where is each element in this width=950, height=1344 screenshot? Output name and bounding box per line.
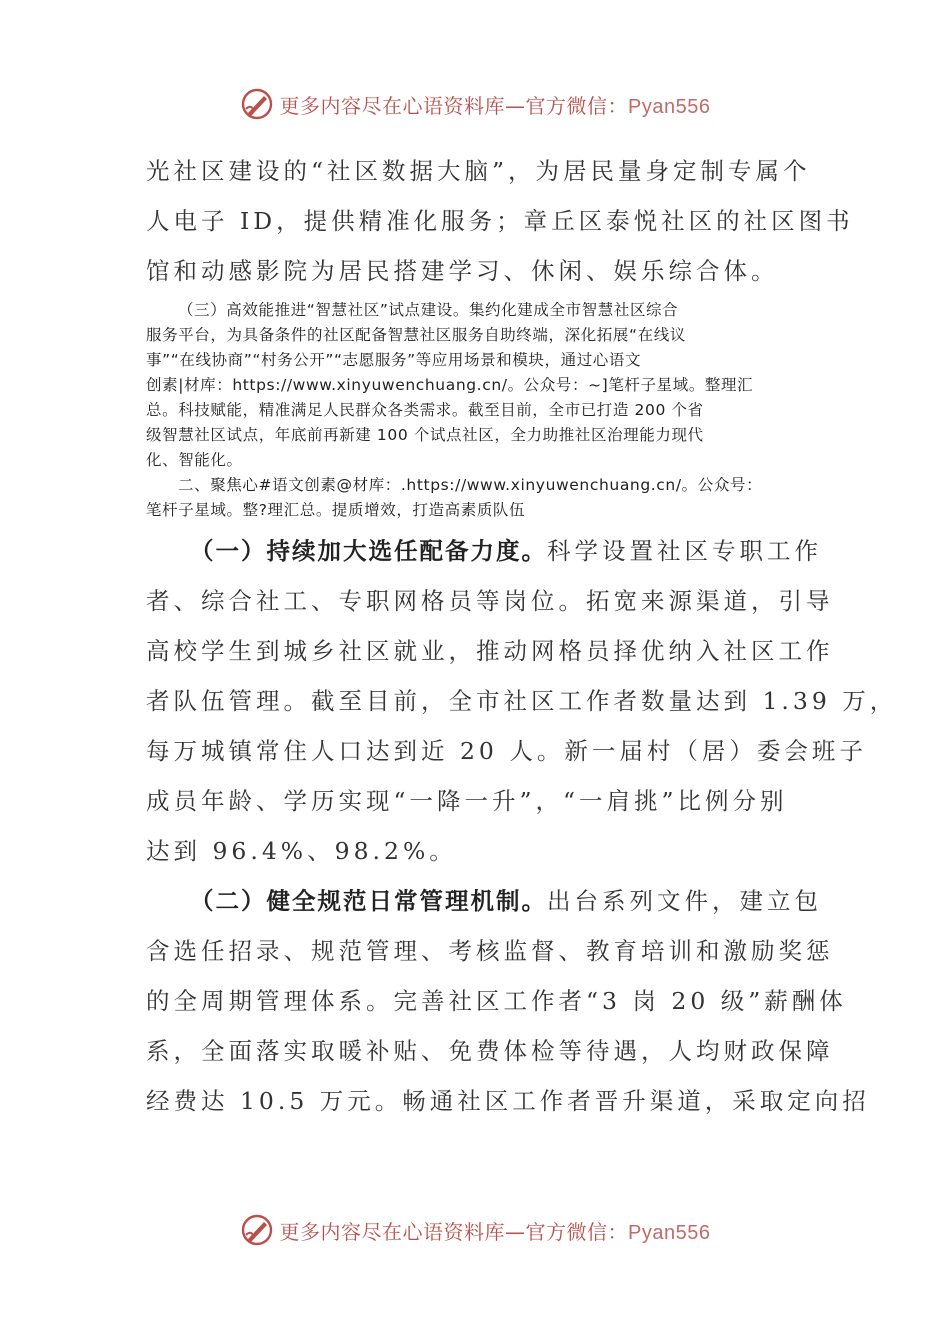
subsection-heading: （一）持续加大选任配备力度。 bbox=[190, 537, 547, 565]
watermark-site: 更多内容尽在心语资料库 bbox=[279, 93, 506, 118]
subsection-heading: （二）健全规范日常管理机制。 bbox=[190, 887, 547, 915]
watermark-site: 更多内容尽在心语资料库 bbox=[279, 1219, 506, 1244]
watermark-banner-top bbox=[0, 84, 950, 124]
watermark-wechat-label: 官方微信： bbox=[525, 1219, 629, 1244]
watermark-banner-bottom bbox=[0, 1210, 950, 1250]
pen-logo-icon bbox=[240, 87, 274, 121]
inserted-paragraph-line: 服务平台，为具备条件的社区配备智慧社区服务自助终端，深化拓展“在线议 bbox=[146, 326, 686, 344]
inserted-paragraph-line: 总。科技赋能，精准满足人民群众各类需求。截至目前，全市已打造 200 个省 bbox=[146, 401, 704, 419]
body-line: 含选任招录、规范管理、考核监督、教育培训和激励奖惩 bbox=[146, 937, 834, 965]
inserted-paragraph-line: 创素|材库：https://www.xinyuwenchuang.cn/。公众号：~]笔杆子星域。整理汇 bbox=[146, 376, 754, 394]
body-text: 科学设置社区专职工作 bbox=[547, 537, 822, 565]
inserted-paragraph-line: （三）高效能推进“智慧社区”试点建设。集约化建成全市智慧社区综合 bbox=[178, 301, 679, 319]
body-line: 系，全面落实取暖补贴、免费体检等待遇，人均财政保障 bbox=[146, 1037, 834, 1065]
watermark-wechat-label: 官方微信： bbox=[525, 93, 629, 118]
body-line: 达到 96.4%、98.2%。 bbox=[146, 837, 457, 865]
section-heading-line: 二、聚焦心#语文创素@材库：.https://www.xinyuwenchuang.cn/。公众号： bbox=[178, 476, 763, 494]
watermark-text bbox=[280, 90, 711, 119]
body-line: 馆和动感影院为居民搭建学习、休闲、娱乐综合体。 bbox=[146, 257, 779, 285]
section-heading-line: 笔杆子星域。整?理汇总。提质增效，打造高素质队伍 bbox=[146, 501, 526, 519]
body-line: 经费达 10.5 万元。畅通社区工作者晋升渠道，采取定向招 bbox=[146, 1087, 870, 1115]
inserted-paragraph-line: 化、智能化。 bbox=[146, 451, 243, 469]
watermark-dash: — bbox=[505, 1219, 526, 1244]
body-text: 出台系列文件，建立包 bbox=[547, 887, 822, 915]
body-line: 成员年龄、学历实现“一降一升”，“一肩挑”比例分别 bbox=[146, 787, 788, 815]
watermark-dash: — bbox=[505, 93, 526, 118]
body-line: 光社区建设的“社区数据大脑”，为居民量身定制专属个 bbox=[146, 157, 811, 185]
subsection-first-line bbox=[190, 526, 860, 576]
body-line: 每万城镇常住人口达到近 20 人。新一届村（居）委会班子 bbox=[146, 737, 867, 765]
inserted-paragraph-line: 级智慧社区试点，年底前再新建 100 个试点社区，全力助推社区治理能力现代 bbox=[146, 426, 704, 444]
pen-logo-icon bbox=[240, 1213, 274, 1247]
body-line: 人电子 ID，提供精准化服务；章丘区泰悦社区的社区图书 bbox=[146, 207, 854, 235]
body-line: 者、综合社工、专职网格员等岗位。拓宽来源渠道，引导 bbox=[146, 587, 834, 615]
body-line: 高校学生到城乡社区就业，推动网格员择优纳入社区工作 bbox=[146, 637, 834, 665]
inserted-paragraph-line: 事”“在线协商”“村务公开”“志愿服务”等应用场景和模块，通过心语文 bbox=[146, 351, 642, 369]
watermark-wechat-id: Pyan556 bbox=[628, 95, 711, 118]
body-line: 者队伍管理。截至目前，全市社区工作者数量达到 1.39 万， bbox=[146, 687, 898, 715]
watermark-text bbox=[280, 1216, 711, 1245]
watermark-wechat-id: Pyan556 bbox=[628, 1221, 711, 1244]
body-line: 的全周期管理体系。完善社区工作者“3 岗 20 级”薪酬体 bbox=[146, 987, 847, 1015]
subsection-first-line bbox=[190, 876, 860, 926]
